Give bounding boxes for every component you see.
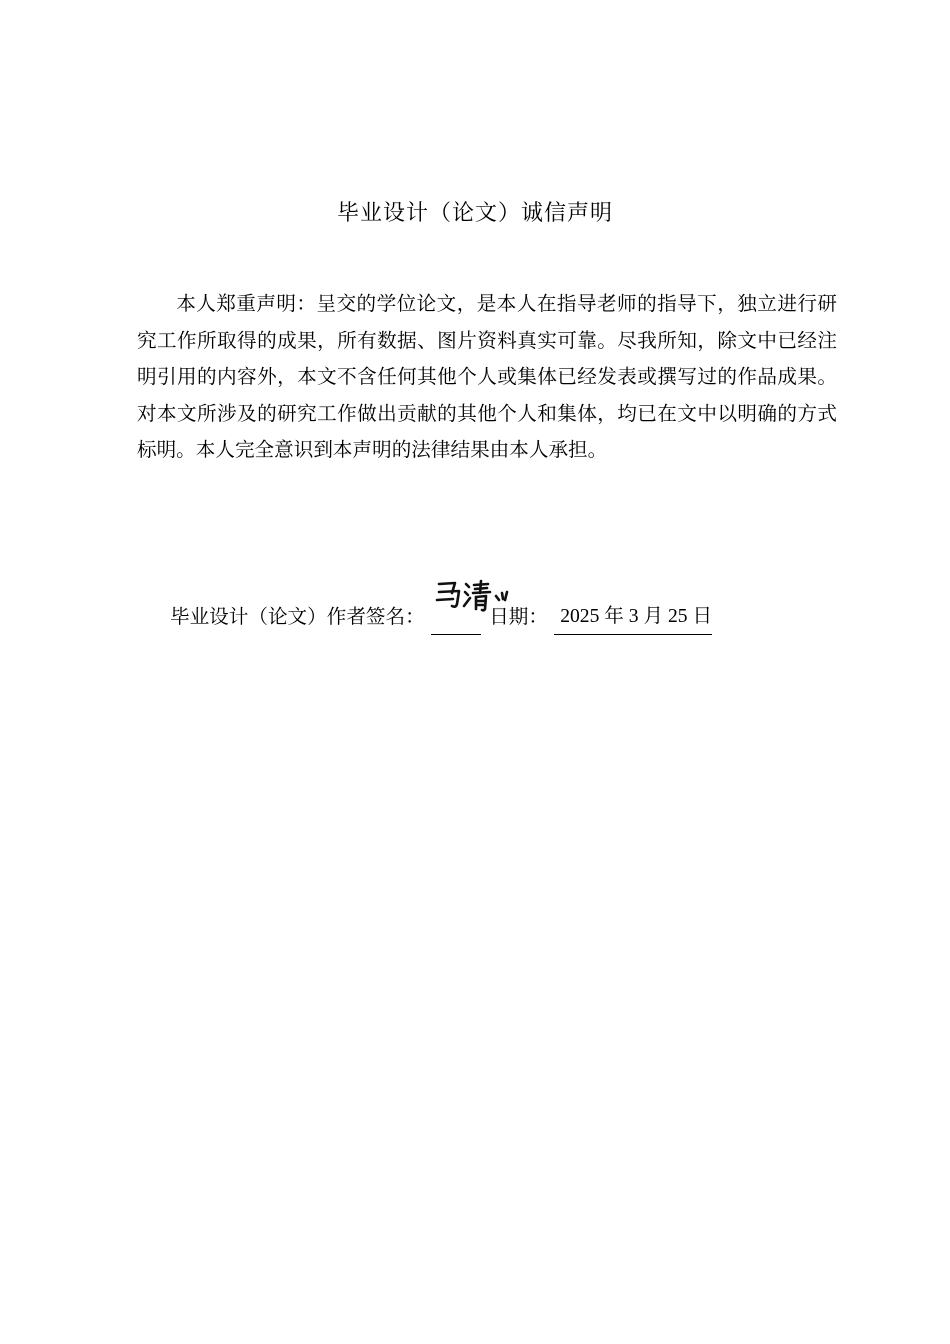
signature-line — [170, 600, 850, 634]
handwritten-signature — [433, 578, 523, 622]
page-title: 毕业设计（论文）诚信声明 — [336, 201, 613, 226]
declaration-paragraph: 本人郑重声明：呈交的学位论文，是本人在指导老师的指导下，独立进行研究工作所取得的成果，所有数据、图片资料真实可靠。尽我所知，除文中已经注明引用的内容外，本文不含任何其他个人或集体已经发表或撰写过的作品成果。对本文所涉及的研究工作做出贡献的其他个人和集体，均已在文中以明确的方式标明。本人完全意识到本声明的法律结果由本人承担。 — [137, 292, 837, 461]
signature-label: 毕业设计（论文）作者签名： — [170, 605, 425, 628]
signature-field — [431, 600, 481, 635]
date-label: 日期： — [489, 605, 548, 628]
date-value: 2025 年 3 月 25 日 — [554, 600, 712, 635]
